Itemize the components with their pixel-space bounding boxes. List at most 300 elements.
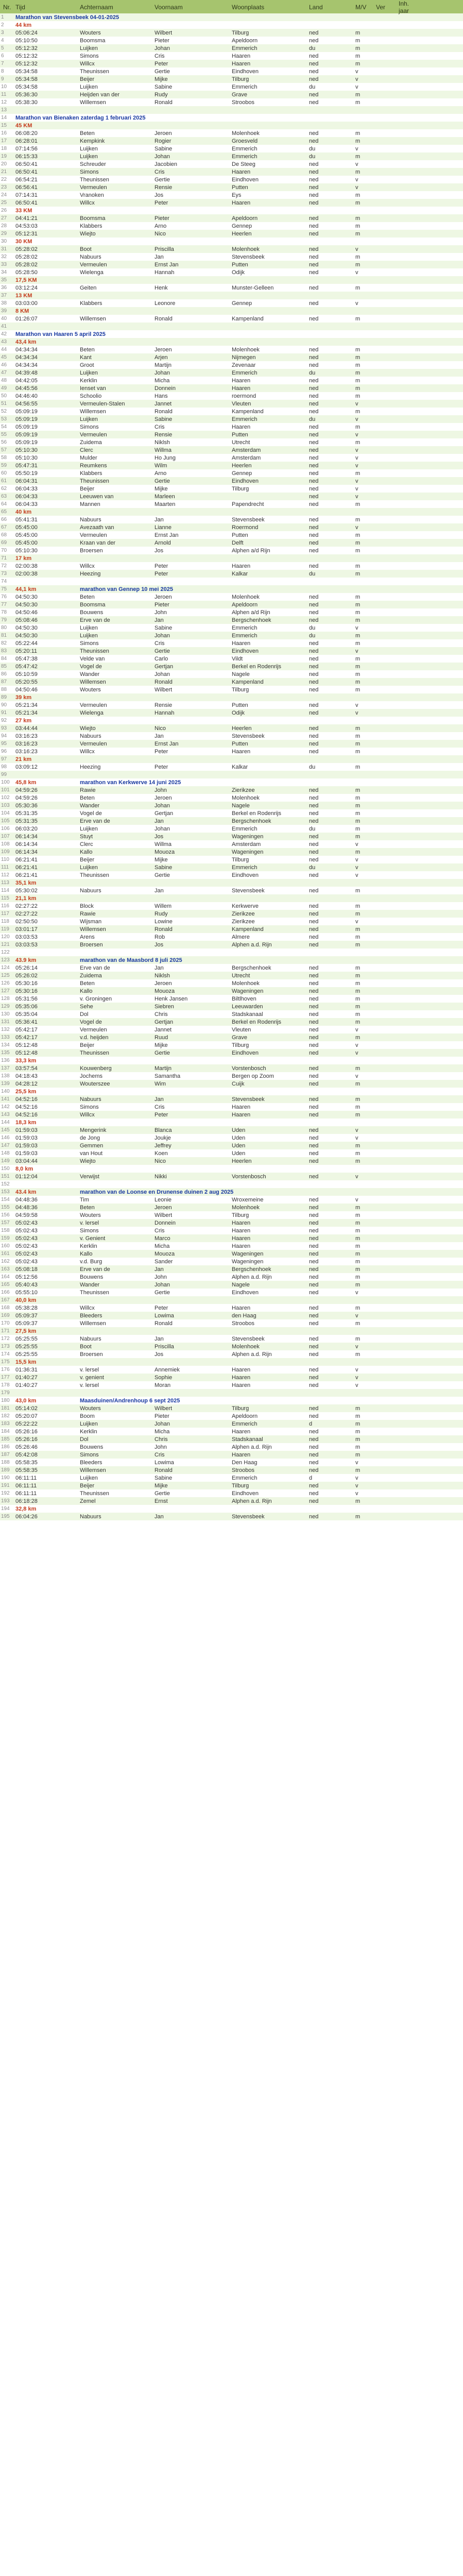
row-number: 85 xyxy=(1,664,7,669)
cell-gender: m xyxy=(355,686,361,693)
cell-gender: m xyxy=(355,1227,361,1234)
cell-city: Delft xyxy=(232,539,244,546)
cell-time: 02:27:22 xyxy=(15,910,38,917)
cell-city: Eindhoven xyxy=(232,68,259,75)
row-number: 68 xyxy=(1,532,7,538)
cell-time: 04:52:16 xyxy=(15,1104,38,1110)
row-number: 82 xyxy=(1,640,7,646)
cell-country: ned xyxy=(309,1173,319,1180)
header-woonplaats[interactable]: Woonplaats xyxy=(232,4,265,11)
cell-lastname: Willemsen xyxy=(80,99,106,106)
row-number: 131 xyxy=(1,1019,10,1025)
cell-gender: m xyxy=(355,663,361,670)
cell-firstname: Jan xyxy=(155,617,164,623)
cell-city: Haaren xyxy=(232,1451,251,1458)
cell-city: Stroobos xyxy=(232,99,255,106)
cell-country: ned xyxy=(309,1281,319,1288)
cell-city: Heerlen xyxy=(232,725,252,732)
cell-firstname: Leonie xyxy=(155,1196,172,1203)
table-row xyxy=(0,60,463,67)
cell-time: 04:50:30 xyxy=(15,601,38,608)
cell-time: 05:30:16 xyxy=(15,980,38,987)
header-land[interactable]: Land xyxy=(309,4,323,11)
cell-time: 05:35:06 xyxy=(15,1003,38,1010)
row-number: 51 xyxy=(1,401,7,406)
cell-firstname: Hans xyxy=(155,393,168,399)
table-row xyxy=(0,477,463,485)
cell-firstname: Gertie xyxy=(155,1289,170,1296)
cell-lastname: Luijken xyxy=(80,864,98,871)
cell-lastname: Vogel de xyxy=(80,663,102,670)
cell-time: 05:55:10 xyxy=(15,1289,38,1296)
cell-lastname: Erve van de xyxy=(80,617,110,623)
cell-firstname: Niklsh xyxy=(155,439,170,446)
cell-city: Kampenland xyxy=(232,679,264,685)
cell-time: 06:04:33 xyxy=(15,485,38,492)
cell-gender: m xyxy=(355,223,361,229)
header-ver[interactable]: Ver xyxy=(376,4,386,11)
row-number: 169 xyxy=(1,1313,10,1318)
cell-firstname: Koen xyxy=(155,1150,168,1157)
cell-country: ned xyxy=(309,601,319,608)
table-row xyxy=(0,1080,463,1088)
row-number: 19 xyxy=(1,154,7,159)
row-number: 2 xyxy=(1,22,4,28)
cell-city: Haaren xyxy=(232,168,251,175)
cell-firstname: Sabine xyxy=(155,624,173,631)
cell-time: 05:30:02 xyxy=(15,887,38,894)
cell-country: ned xyxy=(309,516,319,523)
cell-country: ned xyxy=(309,1413,319,1419)
distance-label: 13 KM xyxy=(15,292,32,299)
table-row xyxy=(0,647,463,655)
cell-country: ned xyxy=(309,253,319,260)
cell-gender: m xyxy=(355,199,361,206)
cell-time: 05:09:37 xyxy=(15,1320,38,1327)
cell-country: ned xyxy=(309,485,319,492)
cell-gender: v xyxy=(355,184,358,191)
table-row xyxy=(0,748,463,755)
distance-label: 45 KM xyxy=(15,122,32,129)
row-number: 171 xyxy=(1,1328,10,1334)
cell-time: 06:18:28 xyxy=(15,1498,38,1504)
cell-country: ned xyxy=(309,1204,319,1211)
cell-time: 05:20:11 xyxy=(15,648,38,654)
cell-time: 04:34:34 xyxy=(15,362,38,368)
row-number: 95 xyxy=(1,741,7,747)
cell-gender: m xyxy=(355,1150,361,1157)
cell-firstname: Chris xyxy=(155,1011,168,1018)
cell-time: 02:00:38 xyxy=(15,570,38,577)
cell-gender: m xyxy=(355,609,361,616)
table-row xyxy=(0,199,463,207)
event-title: marathon van de Maasbord 8 juli 2025 xyxy=(80,957,182,963)
table-row xyxy=(0,400,463,408)
cell-lastname: Beten xyxy=(80,130,95,137)
cell-country: ned xyxy=(309,29,319,36)
cell-country: ned xyxy=(309,733,319,739)
cell-time: 01:59:03 xyxy=(15,1134,38,1141)
cell-lastname: Wander xyxy=(80,671,100,677)
table-row xyxy=(0,245,463,253)
row-number: 74 xyxy=(1,579,7,584)
cell-lastname: Tim xyxy=(80,1196,89,1203)
cell-gender: v xyxy=(355,447,358,453)
section-row xyxy=(0,276,463,284)
cell-time: 04:50:46 xyxy=(15,686,38,693)
cell-city: Kampenland xyxy=(232,315,264,322)
cell-gender: m xyxy=(355,1451,361,1458)
cell-time: 03:03:53 xyxy=(15,934,38,940)
cell-firstname: Jos xyxy=(155,1351,164,1358)
cell-city: Vleuten xyxy=(232,1026,251,1033)
cell-country: ned xyxy=(309,91,319,98)
cell-gender: m xyxy=(355,1243,361,1249)
blank-row xyxy=(0,323,463,330)
cell-lastname: Beten xyxy=(80,346,95,353)
cell-lastname: Arens xyxy=(80,934,95,940)
cell-gender: m xyxy=(355,725,361,732)
distance-label: 30 KM xyxy=(15,238,32,245)
table-row xyxy=(0,817,463,825)
cell-firstname: Ronald xyxy=(155,926,173,933)
cell-city: Tilburg xyxy=(232,76,249,82)
table-row xyxy=(0,493,463,500)
cell-lastname: Theunissen xyxy=(80,1049,109,1056)
cell-time: 05:09:19 xyxy=(15,439,38,446)
header-inh-jaar[interactable]: Inh. jaar xyxy=(399,0,409,14)
table-row xyxy=(0,1234,463,1242)
cell-lastname: Willemsen xyxy=(80,1320,106,1327)
row-number: 111 xyxy=(1,865,9,870)
table-row xyxy=(0,1482,463,1489)
cell-city: Wageningen xyxy=(232,1258,264,1265)
cell-time: 05:10:59 xyxy=(15,671,38,677)
cell-city: Putten xyxy=(232,532,248,538)
section-row xyxy=(0,1088,463,1095)
row-number: 4 xyxy=(1,38,4,43)
cell-firstname: Cris xyxy=(155,423,165,430)
cell-country: ned xyxy=(309,1227,319,1234)
cell-city: Eindhoven xyxy=(232,478,259,484)
cell-gender: m xyxy=(355,377,361,384)
cell-country: ned xyxy=(309,995,319,1002)
row-number: 9 xyxy=(1,76,4,82)
cell-country: du xyxy=(309,864,316,871)
row-number: 191 xyxy=(1,1483,10,1488)
cell-lastname: Simons xyxy=(80,168,99,175)
cell-firstname: Chris xyxy=(155,1436,168,1443)
cell-gender: m xyxy=(355,1003,361,1010)
header-voornaam[interactable]: Voornaam xyxy=(155,4,183,11)
row-number: 149 xyxy=(1,1158,10,1164)
cell-firstname: Peter xyxy=(155,764,168,770)
cell-lastname: Groot xyxy=(80,362,94,368)
cell-time: 05:31:35 xyxy=(15,818,38,824)
table-row xyxy=(0,431,463,438)
cell-firstname: Henk Jansen xyxy=(155,995,188,1002)
cell-time: 05:02:43 xyxy=(15,1258,38,1265)
cell-lastname: Kerklin xyxy=(80,1428,97,1435)
row-number: 159 xyxy=(1,1235,10,1241)
cell-time: 04:28:12 xyxy=(15,1080,38,1087)
cell-time: 06:11:11 xyxy=(15,1482,37,1489)
cell-lastname: Gemmen xyxy=(80,1142,104,1149)
cell-lastname: v. lersel xyxy=(80,1366,99,1373)
row-number: 15 xyxy=(1,123,7,128)
cell-time: 05:20:07 xyxy=(15,1413,38,1419)
cell-city: Heerlen xyxy=(232,1158,252,1164)
cell-firstname: Cris xyxy=(155,168,165,175)
cell-gender: m xyxy=(355,563,361,569)
table-row xyxy=(0,1010,463,1018)
row-number: 177 xyxy=(1,1375,10,1380)
cell-firstname: Martijn xyxy=(155,362,172,368)
row-number: 135 xyxy=(1,1050,10,1056)
table-row xyxy=(0,1374,463,1381)
row-number: 184 xyxy=(1,1429,10,1434)
cell-time: 05:31:56 xyxy=(15,995,38,1002)
cell-country: ned xyxy=(309,740,319,747)
table-row xyxy=(0,353,463,361)
table-row xyxy=(0,1312,463,1319)
cell-country: ned xyxy=(309,393,319,399)
cell-gender: v xyxy=(355,431,358,438)
cell-lastname: v. lersel xyxy=(80,1382,99,1388)
table-row xyxy=(0,825,463,833)
cell-firstname: Annemiek xyxy=(155,1366,180,1373)
cell-time: 03:03:00 xyxy=(15,300,38,307)
cell-time: 05:38:28 xyxy=(15,1304,38,1311)
row-number: 172 xyxy=(1,1336,10,1342)
row-number: 24 xyxy=(1,192,7,198)
table-row xyxy=(0,191,463,199)
table-row xyxy=(0,941,463,948)
cell-time: 04:50:46 xyxy=(15,609,38,616)
row-number: 50 xyxy=(1,393,7,399)
cell-time: 05:36:41 xyxy=(15,1019,38,1025)
cell-lastname: Kerklin xyxy=(80,1243,97,1249)
cell-time: 01:59:03 xyxy=(15,1142,38,1149)
row-number: 143 xyxy=(1,1112,10,1117)
cell-gender: v xyxy=(355,161,358,167)
cell-time: 05:08:46 xyxy=(15,617,38,623)
cell-firstname: Mijke xyxy=(155,76,168,82)
cell-country: ned xyxy=(309,1366,319,1373)
cell-lastname: Vermeulen xyxy=(80,532,107,538)
table-row xyxy=(0,1211,463,1219)
row-number: 136 xyxy=(1,1058,10,1063)
table-body xyxy=(0,13,463,1520)
cell-country: ned xyxy=(309,1034,319,1041)
cell-city: Tilburg xyxy=(232,1482,249,1489)
cell-country: ned xyxy=(309,1080,319,1087)
cell-lastname: Nabuurs xyxy=(80,887,101,894)
row-number: 49 xyxy=(1,385,7,391)
table-row xyxy=(0,1350,463,1358)
cell-gender: m xyxy=(355,1011,361,1018)
distance-label: 43,0 km xyxy=(15,1397,37,1404)
cell-lastname: Beten xyxy=(80,1204,95,1211)
cell-city: Odijk xyxy=(232,709,245,716)
cell-lastname: Beijer xyxy=(80,856,95,863)
cell-time: 05:58:35 xyxy=(15,1459,38,1466)
cell-city: Nagele xyxy=(232,671,250,677)
row-number: 44 xyxy=(1,347,7,352)
cell-firstname: Ernst Jan xyxy=(155,740,179,747)
cell-time: 03:12:24 xyxy=(15,284,38,291)
cell-firstname: Sabine xyxy=(155,416,173,422)
cell-time: 06:14:34 xyxy=(15,833,38,840)
cell-time: 03:16:23 xyxy=(15,733,38,739)
table-row xyxy=(0,1142,463,1149)
cell-time: 06:14:34 xyxy=(15,849,38,855)
cell-time: 05:34:58 xyxy=(15,68,38,75)
cell-firstname: Micha xyxy=(155,377,170,384)
cell-city: Molenhoek xyxy=(232,130,260,137)
row-number: 142 xyxy=(1,1104,10,1110)
row-number: 99 xyxy=(1,772,7,777)
cell-firstname: Lowine xyxy=(155,918,173,925)
cell-city: Bergschenhoek xyxy=(232,964,271,971)
cell-gender: v xyxy=(355,76,358,82)
cell-gender: m xyxy=(355,988,361,994)
cell-gender: m xyxy=(355,934,361,940)
section-row xyxy=(0,330,463,338)
section-row xyxy=(0,693,463,701)
cell-firstname: Nico xyxy=(155,230,166,237)
cell-firstname: Jan xyxy=(155,1513,164,1520)
table-row xyxy=(0,1173,463,1180)
row-number: 75 xyxy=(1,586,7,592)
cell-lastname: Kempkink xyxy=(80,138,105,144)
table-row xyxy=(0,763,463,771)
row-number: 104 xyxy=(1,810,10,816)
cell-gender: m xyxy=(355,1320,361,1327)
cell-gender: m xyxy=(355,818,361,824)
cell-firstname: Cris xyxy=(155,1451,165,1458)
cell-gender: m xyxy=(355,99,361,106)
cell-gender: m xyxy=(355,601,361,608)
cell-firstname: Wilm xyxy=(155,462,167,469)
row-number: 113 xyxy=(1,880,9,886)
row-number: 81 xyxy=(1,633,7,638)
cell-time: 06:15:33 xyxy=(15,153,38,160)
cell-country: ned xyxy=(309,53,319,59)
cell-gender: m xyxy=(355,748,361,755)
distance-label: 40 km xyxy=(15,509,32,515)
row-number: 65 xyxy=(1,509,7,515)
cell-time: 05:31:35 xyxy=(15,810,38,817)
cell-gender: m xyxy=(355,362,361,368)
row-number: 134 xyxy=(1,1042,10,1048)
cell-gender: v xyxy=(355,1459,358,1466)
cell-time: 05:42:08 xyxy=(15,1451,38,1458)
cell-firstname: Wilbert xyxy=(155,1212,173,1218)
row-number: 41 xyxy=(1,324,7,329)
cell-city: Alphen a.d. Rijn xyxy=(232,1274,272,1280)
table-row xyxy=(0,933,463,941)
section-row xyxy=(0,879,463,887)
cell-country: ned xyxy=(309,161,319,167)
header-tijd[interactable]: Tijd xyxy=(15,4,25,11)
row-number: 132 xyxy=(1,1027,10,1032)
cell-lastname: v. genient xyxy=(80,1374,104,1381)
cell-city: Molenhoek xyxy=(232,794,260,801)
row-number: 139 xyxy=(1,1081,10,1087)
cell-lastname: Boomsma xyxy=(80,215,106,222)
cell-country: ned xyxy=(309,346,319,353)
cell-lastname: Luijken xyxy=(80,369,98,376)
cell-country: ned xyxy=(309,1451,319,1458)
cell-lastname: Beijer xyxy=(80,76,95,82)
row-number: 90 xyxy=(1,702,7,708)
cell-firstname: Ronald xyxy=(155,1320,173,1327)
cell-firstname: Wilbert xyxy=(155,29,173,36)
row-number: 23 xyxy=(1,184,7,190)
row-number: 88 xyxy=(1,687,7,692)
cell-lastname: Willcx xyxy=(80,1111,95,1118)
cell-lastname: Mengerink xyxy=(80,1127,107,1133)
cell-firstname: Carlo xyxy=(155,655,168,662)
cell-country: ned xyxy=(309,872,319,878)
row-number: 92 xyxy=(1,718,7,723)
table-row xyxy=(0,1404,463,1412)
cell-lastname: Beijer xyxy=(80,1042,95,1048)
cell-firstname: Nico xyxy=(155,725,166,732)
cell-firstname: Ernst Jan xyxy=(155,532,179,538)
row-number: 3 xyxy=(1,30,4,36)
row-number: 84 xyxy=(1,656,7,662)
cell-country: ned xyxy=(309,686,319,693)
table-row xyxy=(0,1451,463,1459)
cell-lastname: Willemsen xyxy=(80,926,106,933)
cell-gender: m xyxy=(355,995,361,1002)
cell-firstname: Jos xyxy=(155,941,164,948)
section-row xyxy=(0,1505,463,1513)
cell-firstname: Cris xyxy=(155,53,165,59)
row-number: 162 xyxy=(1,1259,10,1264)
header-mv[interactable]: M/V xyxy=(355,4,367,11)
cell-country: ned xyxy=(309,524,319,531)
cell-gender: m xyxy=(355,385,361,392)
cell-city: Kerkwerve xyxy=(232,903,259,909)
cell-gender: m xyxy=(355,1235,361,1242)
row-number: 148 xyxy=(1,1150,10,1156)
cell-time: 04:34:34 xyxy=(15,346,38,353)
cell-lastname: Erve van de xyxy=(80,1266,110,1273)
cell-firstname: Mijke xyxy=(155,1482,168,1489)
cell-gender: v xyxy=(355,1049,358,1056)
cell-country: ned xyxy=(309,261,319,268)
cell-lastname: v. Genient xyxy=(80,1235,106,1242)
table-row xyxy=(0,268,463,276)
cell-lastname: Kraan van der xyxy=(80,539,116,546)
distance-label: 17,5 KM xyxy=(15,277,37,283)
header-nr[interactable]: Nr. xyxy=(3,4,11,11)
cell-gender: v xyxy=(355,1134,358,1141)
cell-country: du xyxy=(309,624,316,631)
cell-time: 04:50:30 xyxy=(15,624,38,631)
table-row xyxy=(0,1157,463,1165)
cell-firstname: Arnold xyxy=(155,539,171,546)
table-row xyxy=(0,856,463,863)
cell-lastname: Luijken xyxy=(80,45,98,52)
cell-country: ned xyxy=(309,709,319,716)
cell-firstname: Mijke xyxy=(155,856,168,863)
cell-gender: m xyxy=(355,532,361,538)
header-achternaam[interactable]: Achternaam xyxy=(80,4,113,11)
